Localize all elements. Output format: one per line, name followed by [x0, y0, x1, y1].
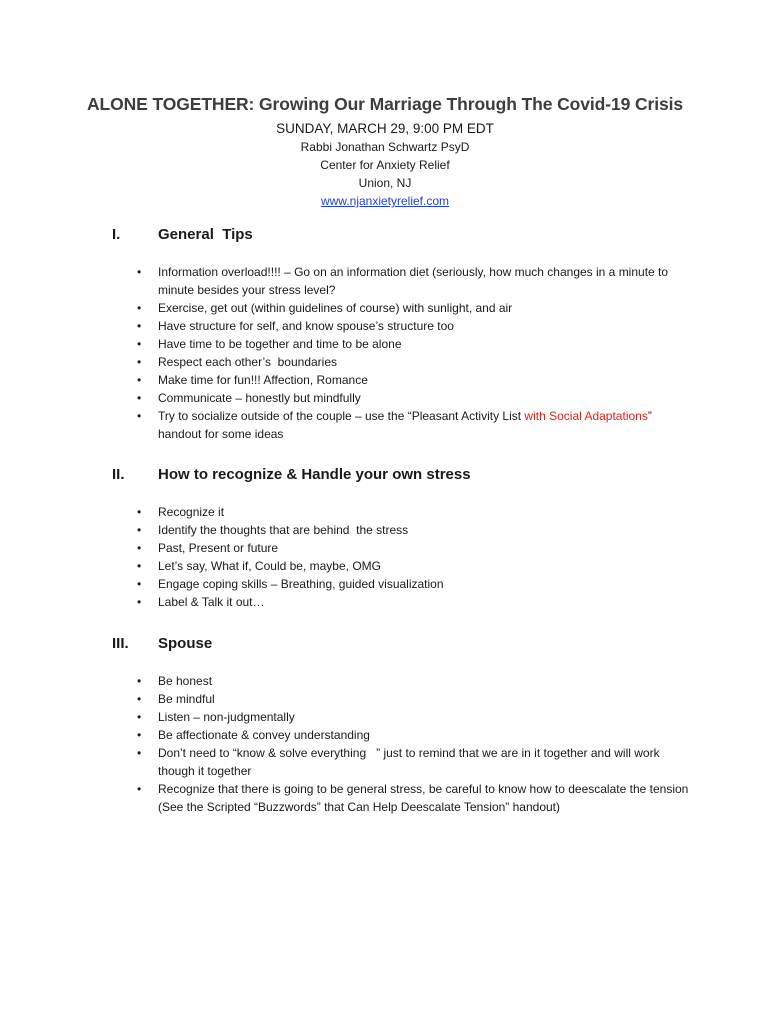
- section-title: General Tips: [158, 226, 253, 243]
- highlighted-text: with Social Adaptations: [524, 409, 648, 423]
- list-item: • Recognize that there is going to be general stress, be careful to know how to deescalate the tension (See the Scripted “Buzzwords” that Can Help Deescalate Tension” handout): [158, 780, 698, 816]
- list-item: • Have time to be together and time to be alone: [158, 335, 698, 353]
- list-item: • Let’s say, What if, Could be, maybe, OMG: [158, 557, 698, 575]
- list-item: • Make time for fun!!! Affection, Romance: [158, 371, 698, 389]
- list-item: • Listen – non-judgmentally: [158, 708, 698, 726]
- list-item: • Be affectionate & convey understanding: [158, 726, 698, 744]
- list-item: • Engage coping skills – Breathing, guided visualization: [158, 575, 698, 593]
- document-title: ALONE TOGETHER: Growing Our Marriage Through The Covid-19 Crisis: [86, 94, 684, 114]
- location: Union, NJ: [358, 176, 412, 190]
- list-item: • Past, Present or future: [158, 539, 698, 557]
- list-item: • Communicate – honestly but mindfully: [158, 389, 698, 407]
- bullet-list: [158, 672, 698, 816]
- list-item: • Don’t need to “know & solve everything ” just to remind that we are in it together and will work though it together: [158, 744, 698, 780]
- list-item: • Respect each other’s boundaries: [158, 353, 698, 371]
- section-title: Spouse: [158, 635, 213, 652]
- section-number: I.: [112, 226, 121, 243]
- section-number: II.: [112, 466, 125, 483]
- bullet-list: [158, 263, 698, 443]
- list-item: • Be mindful: [158, 690, 698, 708]
- list-item-text: Try to socialize outside of the couple – use the “Pleasant Activity List: [158, 409, 525, 423]
- list-item: • Recognize it: [158, 503, 698, 521]
- list-item-text: ” handout for some ideas: [158, 409, 652, 441]
- bullet-list: [158, 503, 698, 611]
- list-item: • Identify the thoughts that are behind the stress: [158, 521, 698, 539]
- presenter-name: Rabbi Jonathan Schwartz PsyD: [300, 140, 470, 154]
- list-item: • Exercise, get out (within guidelines of course) with sunlight, and air: [158, 299, 698, 317]
- list-item: • Have structure for self, and know spouse’s structure too: [158, 317, 698, 335]
- date-line: SUNDAY, MARCH 29, 9:00 PM EDT: [276, 121, 494, 136]
- list-item: • Be honest: [158, 672, 698, 690]
- organization-name: Center for Anxiety Relief: [320, 158, 450, 172]
- list-item: [158, 407, 698, 443]
- list-item: • Label & Talk it out…: [158, 593, 698, 611]
- section-title: How to recognize & Handle your own stress: [158, 466, 471, 483]
- document-header: [0, 94, 770, 208]
- list-item: • Information overload!!!! – Go on an information diet (seriously, how much changes in a minute to minute besides your stress level?: [158, 263, 698, 299]
- website-link[interactable]: www.njanxietyrelief.com: [320, 194, 450, 208]
- section-number: III.: [112, 635, 129, 652]
